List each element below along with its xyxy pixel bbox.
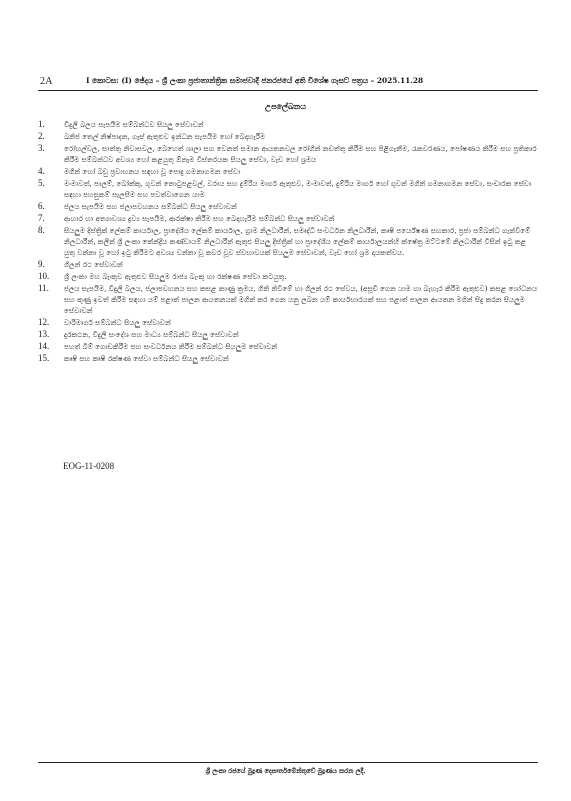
schedule-item [38,225,538,259]
schedule-item [38,259,538,270]
printer-footer: ශ්‍රී ලංකා රජයේ මුද්‍රණ දෙපාර්තමේන්තුවේ මුද්‍රණය කරන ලදී. [205,767,366,775]
schedule-heading: උපලේඛනය [264,101,307,111]
schedule-item [38,143,538,165]
schedule-item-number: 1. [38,119,45,129]
schedule-item [38,329,538,340]
schedule-list [38,119,538,365]
schedule-item-text: ගිලන් රථ සේවාවන් [64,259,123,269]
schedule-item-number: 10. [38,270,50,281]
schedule-item [38,166,538,177]
schedule-item [38,201,538,212]
schedule-item [38,353,538,364]
schedule-item-number: 2. [38,130,45,141]
schedule-item [38,178,538,200]
schedule-item [38,213,538,224]
schedule-item-number: 4. [38,165,45,176]
schedule-item-text: රෝහල්වල, සාත්තු නිවාසවල, බෙහෙත් ශාලා සහ වෙනත් සමාන ආයතනවල රෝගීන් නඩත්තු කිරීම සහ පිළිගැනීම, රැකවරණය, පෝෂණය කිරීම සහ ප්‍රතිකාර කිරීම සම්බන්ධව අවශ්‍ය හෝ කළයුතු ඕනෑම විස්තරයක සියලු සේවා, වැඩ හෝ ශ්‍රමය [64,143,537,164]
schedule-item-text: ජලය සැපයීම, විදුලි බලය, ජලාපවහනය සහ කසළ කාණු ක්‍රමය, ගිනි නිවීමේ හා ගිලන් රථ සේවය, (අසූචි ගෙන යාම හා බැහැර කිරීම ඇතුළුව) කසළ ශෝධනය සහ කුණු ඉවත් කිරීම සඳහා යම් පළාත් පාලන ආයතනයක් මගින් කර ගෙන යනු ලබන යම් කාර්යභාරයක් සහ පළාත් පාලන ආයතන මගින් සිදු කරන සියලුම සේවාවන් [64,283,538,316]
schedule-item-text: ආහාර හා අත්‍යාවශ්‍ය ද්‍රව්‍ය සැපයීම, ආරක්ෂා කිරීම සහ බෙදාහැරීම සම්බන්ධ සියලු සේවාවන් [64,213,335,223]
schedule-item-number: 6. [38,200,45,211]
schedule-item [38,317,538,328]
schedule-item [38,283,538,317]
schedule-item-text: පහත් බිම් ගොඩකිරීම සහ සංවර්ධනය කිරීම සම්බන්ධ සියලුම සේවාවන් [64,341,278,351]
schedule-item-text: දුරකථන, විදුලි සංදේශ සහ මාධ්‍ය සම්බන්ධ සියලු සේවාවන් [64,329,239,339]
schedule-item-number: 7. [38,212,45,223]
schedule-item-text: කෘෂි සහ කෘෂි රක්ෂණ සේවා සම්බන්ධ සියලු සේවාවන් [64,353,229,363]
schedule-item-text: මගීන් හෝ බඩු ප්‍රවාහනය සඳහා වූ පොදු ගමනාගමන සේවා [64,166,241,176]
schedule-item-number: 8. [38,224,45,235]
schedule-item-number: 3. [38,142,45,153]
gazette-header-title: I කොටස: (I) ඡේදය – ශ්‍රී ලංකා ප්‍රජාතාන්ත්‍රික සමාජවාදී ජනරජයේ අති විශේෂ ගැසට් පත්‍රය – 2025.11.28 [86,76,424,85]
schedule-item-text: විදුලි බලය සැපයීම සම්බන්ධව සියලු සේවාවන් [64,120,204,129]
schedule-item [38,131,538,142]
schedule-item-number: 12. [38,317,50,328]
schedule-item-text: සියලුම දිස්ත්‍රික් ලේකම් කාර්යාල, ප්‍රාදේශීය ලේකම් කාර්යාල, ග්‍රාම නිලධාරීන්, සමෘද්ධි සංවර්ධන නිලධාරීන්, කෘෂි පර්යේෂණ සහකාර, ප්‍රජා සම්බන්ධ ගැන්වීමේ නිලධාරීන්, කලින් ශ්‍රී ලංකා කේන්ද්‍රීය කණ්ඩායම් නිලධාරීන් ඇතුළු සියලු දිස්ත්‍රික් හා ප්‍රාදේශීය ලේකම් කාර්යාලයන්හි ක්ෂේත්‍ර මට්ටමේ නිලධාරීන් විසින් ඉටු කළ යුතු වන්නා වූ හෝ ඉටු කිරීමට අවශ්‍ය වන්නා වූ කවර වූව ස්වභාවයක් සියලුම සේවාවන්, වැඩ හෝ ශ්‍රම දායකත්වය. [64,225,531,258]
schedule-item-number: 11. [38,282,49,293]
schedule-item-text: වාරිමාර්ග සම්බන්ධ සියලු සේවාවන් [64,318,171,328]
schedule-item-number: 9. [38,258,45,269]
schedule-item-text: ඛනිජ තෙල් නිෂ්පාදන, ගෑස් ඇතුළුව ඉන්ධන සැපයීම හෝ බෙදාහැරීම [64,131,266,141]
schedule-item-number: 14. [38,340,50,351]
schedule-item [38,271,538,282]
schedule-item-text: ශ්‍රී ලංකා මහ බැංකුව ඇතුළුව සියලුම රාජ්‍ය බැංකු හා රක්ෂණ සේවා කටයුතු. [64,271,287,281]
schedule-item-text: ජලය සැපයීම සහ ජලාපවහනය සම්බන්ධ සියලු සේවාවන් [64,201,237,211]
schedule-item-number: 15. [38,352,50,363]
header-divider [38,90,538,91]
footer-divider [38,762,538,763]
schedule-item [38,341,538,352]
schedule-item-number: 5. [38,177,45,188]
page-number: 2A [40,76,53,87]
document-code: EOG-11-0208 [63,461,115,471]
schedule-item-text: මංමාවත්, පාලම්, බෝක්කු, ගුවන් තොටුපළවල්, වරාය සහ දුම්රිය මාර්ග ඇතුළුව, මංමාවත්, දුම්රිය මාර්ග හෝ ගුවන් මගින් ගමනාගමන සේවා, සංචාරක සේවා සඳහා පහසුකම් සැලසීම සහ පවත්වාගෙන යාම [64,178,532,199]
schedule-item [38,119,538,130]
schedule-item-number: 13. [38,328,50,339]
